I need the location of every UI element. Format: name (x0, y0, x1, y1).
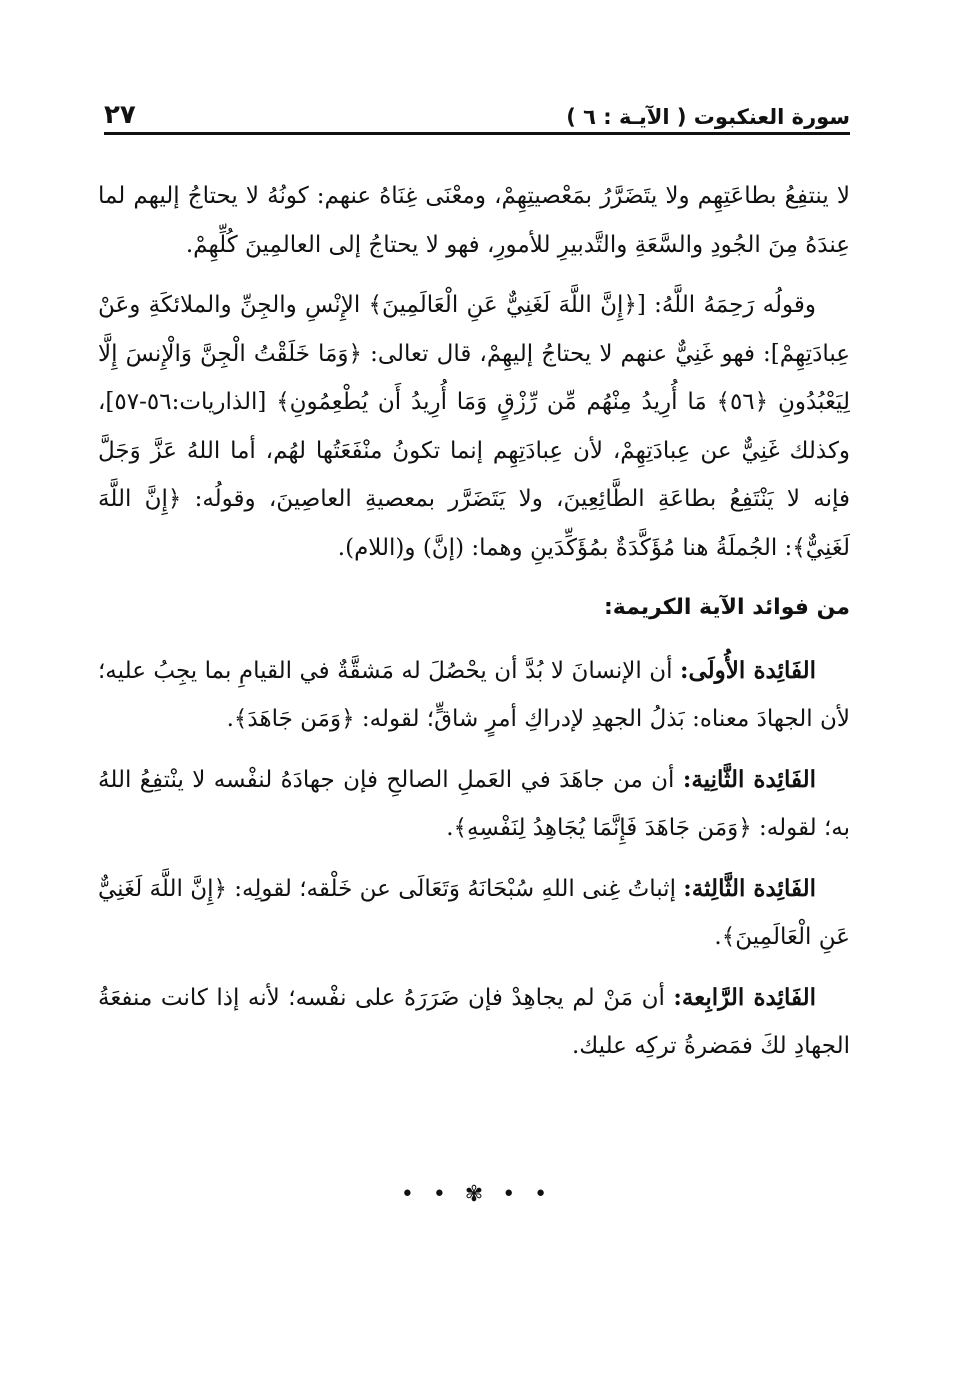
page-header (104, 98, 850, 135)
benefit-3 (98, 865, 850, 962)
benefit-1 (98, 647, 850, 744)
page-number: ٢٧ (104, 100, 136, 130)
benefit-4-text: أن مَنْ لم يجاهِدْ فإن ضَرَرَهُ على نفْسه؛ لأنه إذا كانت منفعَةُ الجهادِ لكَ فمَضرةُ تركِه عليك. (98, 984, 850, 1059)
benefit-2 (98, 756, 850, 853)
benefit-3-label: الفَائِدة الثَّالِثة: (683, 874, 816, 902)
page-body (98, 172, 850, 1083)
section-heading: من فوائد الآية الكريمة: (603, 595, 850, 620)
benefit-1-text: أن الإنسانَ لا بُدَّ أن يحْصُلَ له مَشقَّةٌ في القيامِ بما يجِبُ عليه؛ لأن الجهادَ معناه: بَذلُ الجهدِ لإدراكِ أمرٍ شاقٍّ؛ لقوله: ﴿وَمَن جَاهَدَ﴾. (98, 657, 850, 732)
benefit-2-label: الفَائِدة الثَّانِية: (682, 765, 816, 793)
running-title: سورة العنكبوت ( الآيـة : ٦ ) (566, 105, 850, 129)
benefit-4-label: الفَائِدة الرَّابِعة: (673, 983, 817, 1011)
paragraph-2: وقولُه رَحِمَهُ اللَّهُ: [﴿إِنَّ اللَّهَ لَغَنِيٌّ عَنِ الْعَالَمِينَ﴾ الإِنْسِ والجِنِّ والملائكَةِ وعَنْ عِبادَتِهِمْ]: فهو غَنِيٌّ عنهم لا يحتاجُ إليهِمْ، قال تعالى: ﴿وَمَا خَلَقْتُ الْجِنَّ وَالْإِنسَ إِلَّا لِيَعْبُدُونِ ﴿٥٦﴾ مَا أُرِيدُ مِنْهُم مِّن رِّزْقٍ وَمَا أُرِيدُ أَن يُطْعِمُونِ﴾ [الذاريات:٥٦-٥٧]، وكذلك غَنِيٌّ عن عِبادَتِهِمْ، لأن عِبادَتِهِم إنما تكونُ منْفَعَتُها لهُم، أما اللهُ عَزَّ وَجَلَّ فإنه لا يَنْتَفِعُ بطاعَةِ الطَّائِعِينَ، ولا يَتَضَرَّر بمعصيةِ العاصِينَ، وقولُه: ﴿إِنَّ اللَّهَ لَغَنِيٌّ﴾: الجُملَةُ هنا مُؤَكَّدَةٌ بمُؤَكِّدَينِ وهما: (إنَّ) و(اللام). (98, 292, 850, 561)
benefit-3-text: إثباتُ غِنى اللهِ سُبْحَانَهُ وَتَعَالَى عن خَلْقه؛ لقولِه: ﴿إِنَّ اللَّهَ لَغَنِيٌّ عَنِ الْعَالَمِينَ﴾. (98, 875, 850, 950)
paragraph-1: لا ينتفِعُ بطاعَتِهِم ولا يتَضَرَّرُ بمَعْصيتِهِمْ، ومعْنَى غِنَاهُ عنهم: كونُهُ لا يحتاجُ إليهم لما عِندَهُ مِنَ الجُودِ والسَّعَةِ والتَّدبيرِ للأمورِ، فهو لا يحتاجُ إلى العالمِينَ كُلِّهِمْ. (98, 183, 850, 258)
benefit-4 (98, 974, 850, 1071)
end-ornament: • • ✾ • • (400, 1182, 554, 1207)
benefit-2-text: أن من جاهَدَ في العَملِ الصالحِ فإن جهادَهُ لنفْسه لا ينْتفِعُ اللهُ به؛ لقوله: ﴿وَمَن جَاهَدَ فَإِنَّمَا يُجَاهِدُ لِنَفْسِهِ﴾. (98, 766, 850, 841)
benefit-1-label: الفَائِدة الأُولَى: (680, 656, 817, 684)
